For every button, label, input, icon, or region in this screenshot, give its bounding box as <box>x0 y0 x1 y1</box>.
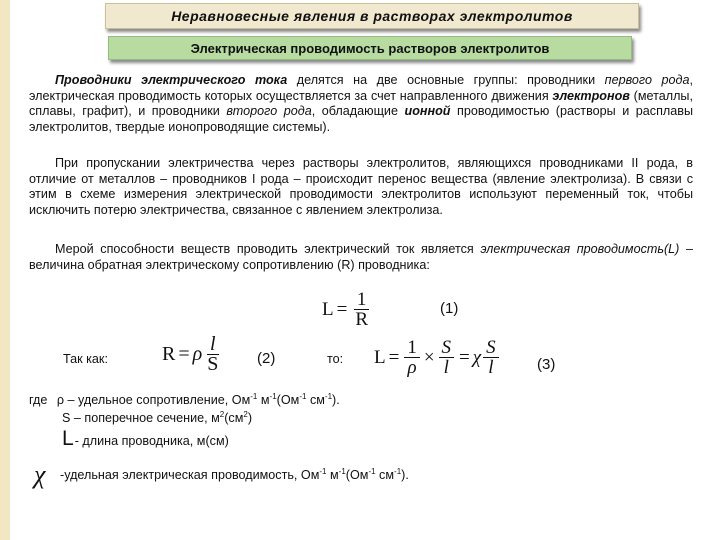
formula-number-2: (2) <box>257 350 276 367</box>
fraction-s-over-l-a: $\frac{S}{l}$ <box>439 338 455 377</box>
term-first-kind: первого рода <box>604 73 690 87</box>
paragraph-conductors: Проводники электрического тока делятся на две основные группы: проводники первого рода, электрическая проводимость которых осуществляется за счет направленного движения электронов (металлы, сплавы, графит), и проводники второго рода, обладающие ионной проводимостью (растворы и расплавы электролитов, твердые ионопроводящие системы). <box>29 73 694 134</box>
term-electrons: электронов <box>552 88 630 103</box>
page-title: Неравновесные явления в растворах электролитов <box>105 3 639 29</box>
since-label: Так как: <box>63 352 108 366</box>
fraction-1-over-rho: $\frac{1}{\rho}$ <box>404 338 420 377</box>
fraction-l-over-s: $\frac{l}{S}$ <box>207 333 219 375</box>
term-ionic: ионной <box>404 104 451 119</box>
definition-conductivity: χ -удельная электрическая проводимость, $Ом^{-1}$ $м^{-1}(Ом^{-1}$ $см^{-1}$). <box>34 460 409 489</box>
definition-rho: где ρ – удельное сопротивление, $Ом^{-1}$ $м^{-1}(Ом^{-1}$ $см^{-1}$). <box>29 392 340 407</box>
term-second-kind: второго рода <box>226 104 312 119</box>
term-electrical-conductivity: электрическая проводимость(L) <box>480 242 680 256</box>
formula-number-3: (3) <box>537 356 556 373</box>
formula-1: L = $\frac{1}{R}$ <box>322 290 373 329</box>
definition-length: L - длина проводника, м(см) <box>62 427 229 450</box>
term-conductors: Проводники электрического тока <box>55 73 288 87</box>
definition-cross-section: S – поперечное сечение, $м^2(см^2)$ <box>62 410 253 425</box>
fraction-s-over-l-b: $\frac{S}{l}$ <box>483 338 499 377</box>
formula-number-1: (1) <box>440 300 459 317</box>
chi-symbol: χ <box>34 460 46 489</box>
paragraph-electrolysis: При пропускании электричества через растворы электролитов, являющихся проводниками II рода, в отличие от металлов – проводников I рода – происходит перенос вещества (явление электролиза). В связи с этим в схеме измерения электрической проводимости электролитов используют переменный ток, чтобы исключить потерю электричества, связанное с явлением электролиза. <box>29 156 693 217</box>
section-subtitle: Электрическая проводимость растворов электролитов <box>108 36 632 60</box>
left-decorative-band <box>0 0 10 540</box>
formula-2: R = ρ $\frac{l}{S}$ <box>162 335 223 374</box>
then-label: то: <box>327 352 344 366</box>
paragraph-conductivity-definition: Мерой способности веществ проводить электрический ток является электрическая проводимость(L) – величина обратная электрическому сопротивлению (R) проводника: <box>29 242 693 272</box>
fraction-1-over-r: $\frac{1}{R}$ <box>355 289 369 330</box>
length-symbol: L <box>62 427 74 450</box>
formula-3: L = $\frac{1}{\rho}$ × $\frac{S}{l}$ = χ $\frac{S}{l}$ <box>374 338 501 377</box>
